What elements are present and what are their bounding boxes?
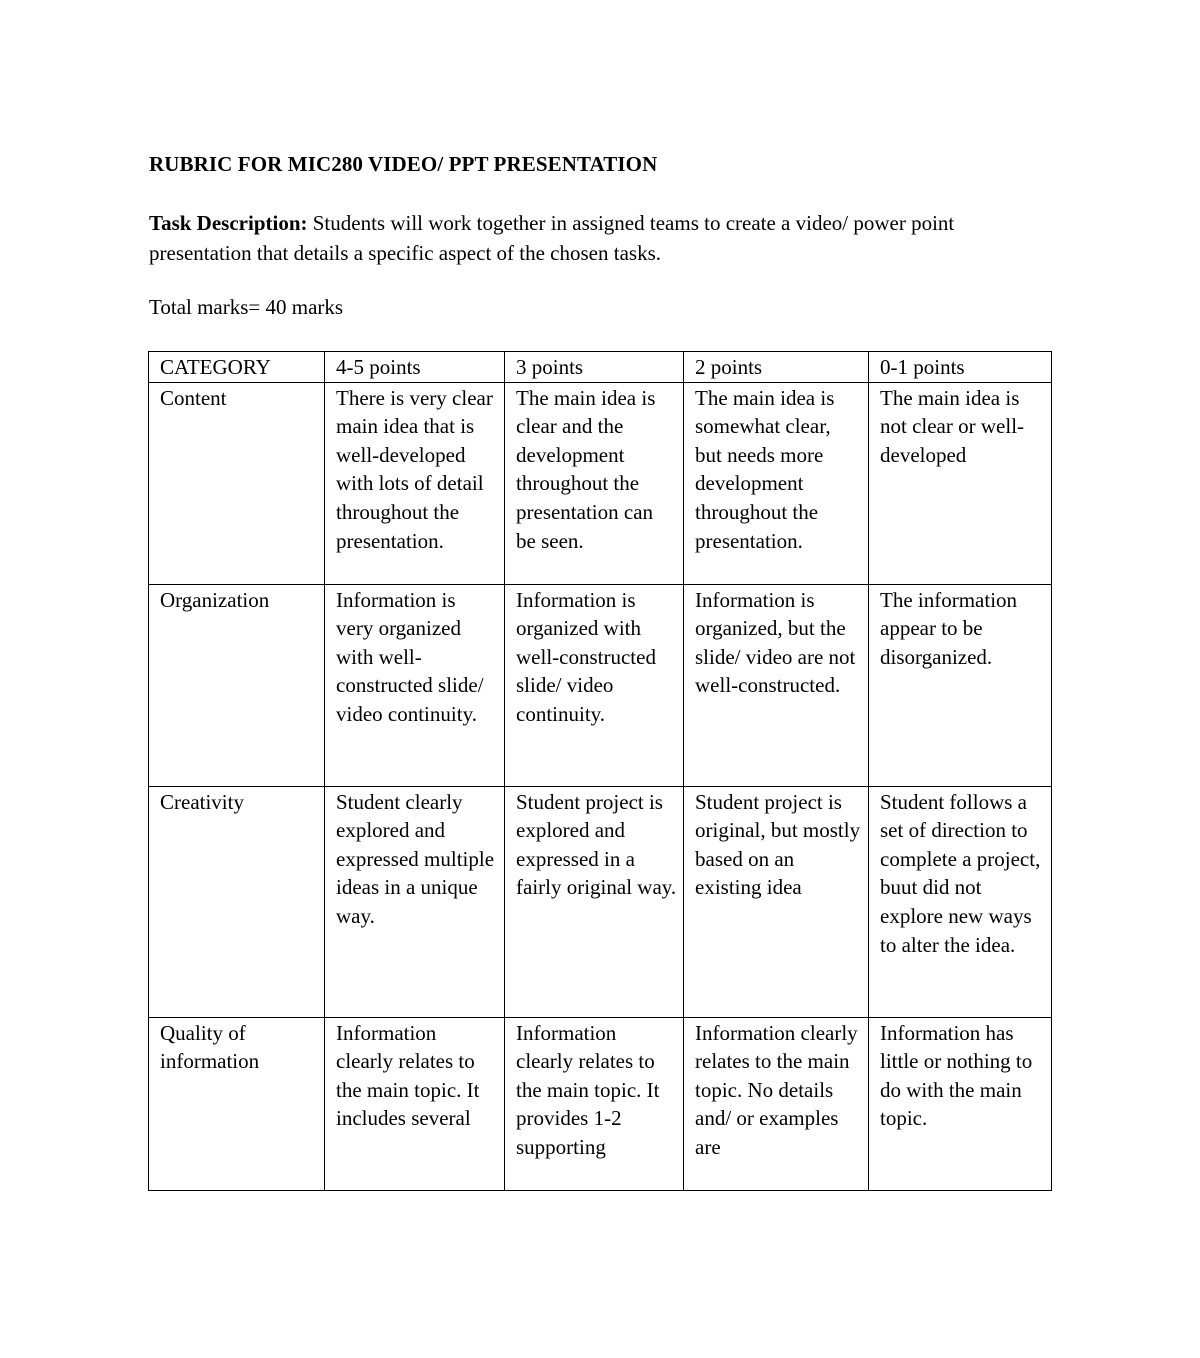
- criteria-cell: [505, 1017, 684, 1190]
- criteria-cell: The main idea is not clear or well-developed: [869, 382, 1052, 584]
- criteria-text: Information clearly relates to the main topic. It provides 1-2 supporting: [516, 1020, 660, 1159]
- criteria-cell: The information appear to be disorganized.: [869, 584, 1052, 786]
- category-cell: Content: [149, 382, 325, 584]
- task-description-text: Students will work together in assigned teams to create a video/ power point presentation that details a specific aspect of the chosen tasks.: [149, 211, 955, 265]
- table-row-organization: [149, 584, 1052, 786]
- header-0-1-points: 0-1 points: [869, 352, 1052, 383]
- criteria-cell: Student project is original, but mostly based on an existing idea: [684, 786, 869, 1017]
- header-4-5-points: 4-5 points: [325, 352, 505, 383]
- criteria-cell: The main idea is clear and the development throughout the presentation can be seen.: [505, 382, 684, 584]
- task-description: [149, 208, 1054, 268]
- criteria-cell: [869, 1017, 1052, 1190]
- header-2-points: 2 points: [684, 352, 869, 383]
- header-category: CATEGORY: [149, 352, 325, 383]
- document-title: RUBRIC FOR MIC280 VIDEO/ PPT PRESENTATION: [149, 152, 658, 176]
- header-3-points: 3 points: [505, 352, 684, 383]
- table-row-quality-of-information: [149, 1017, 1052, 1190]
- criteria-cell: Student follows a set of direction to complete a project, buut did not explore new ways to alter the idea.: [869, 786, 1052, 1017]
- criteria-cell: The main idea is somewhat clear, but needs more development throughout the presentation.: [684, 382, 869, 584]
- criteria-cell: [325, 1017, 505, 1190]
- criteria-cell: There is very clear main idea that is well-developed with lots of detail throughout the presentation.: [325, 382, 505, 584]
- task-description-label: Task Description:: [149, 211, 308, 235]
- rubric-table: [148, 351, 1052, 1191]
- criteria-text: Information clearly relates to the main topic. No details and/ or examples are: [695, 1020, 858, 1159]
- criteria-cell: Student clearly explored and expressed multiple ideas in a unique way.: [325, 786, 505, 1017]
- table-header-row: [149, 352, 1052, 383]
- criteria-cell: [684, 1017, 869, 1190]
- criteria-cell: Information is very organized with well-constructed slide/ video continuity.: [325, 584, 505, 786]
- total-marks: Total marks= 40 marks: [149, 295, 344, 319]
- category-cell: Creativity: [149, 786, 325, 1017]
- criteria-text: Information has little or nothing to do with the main topic.: [880, 1020, 1033, 1131]
- criteria-cell: Information is organized, but the slide/ video are not well-constructed.: [684, 584, 869, 786]
- category-text: Quality of information: [160, 1020, 260, 1074]
- table-row-creativity: [149, 786, 1052, 1017]
- category-cell: Organization: [149, 584, 325, 786]
- table-row-content: [149, 382, 1052, 584]
- category-cell: [149, 1017, 325, 1190]
- criteria-text: Information clearly relates to the main topic. It includes several: [336, 1020, 480, 1131]
- criteria-cell: Information is organized with well-constructed slide/ video continuity.: [505, 584, 684, 786]
- criteria-cell: Student project is explored and expressed in a fairly original way.: [505, 786, 684, 1017]
